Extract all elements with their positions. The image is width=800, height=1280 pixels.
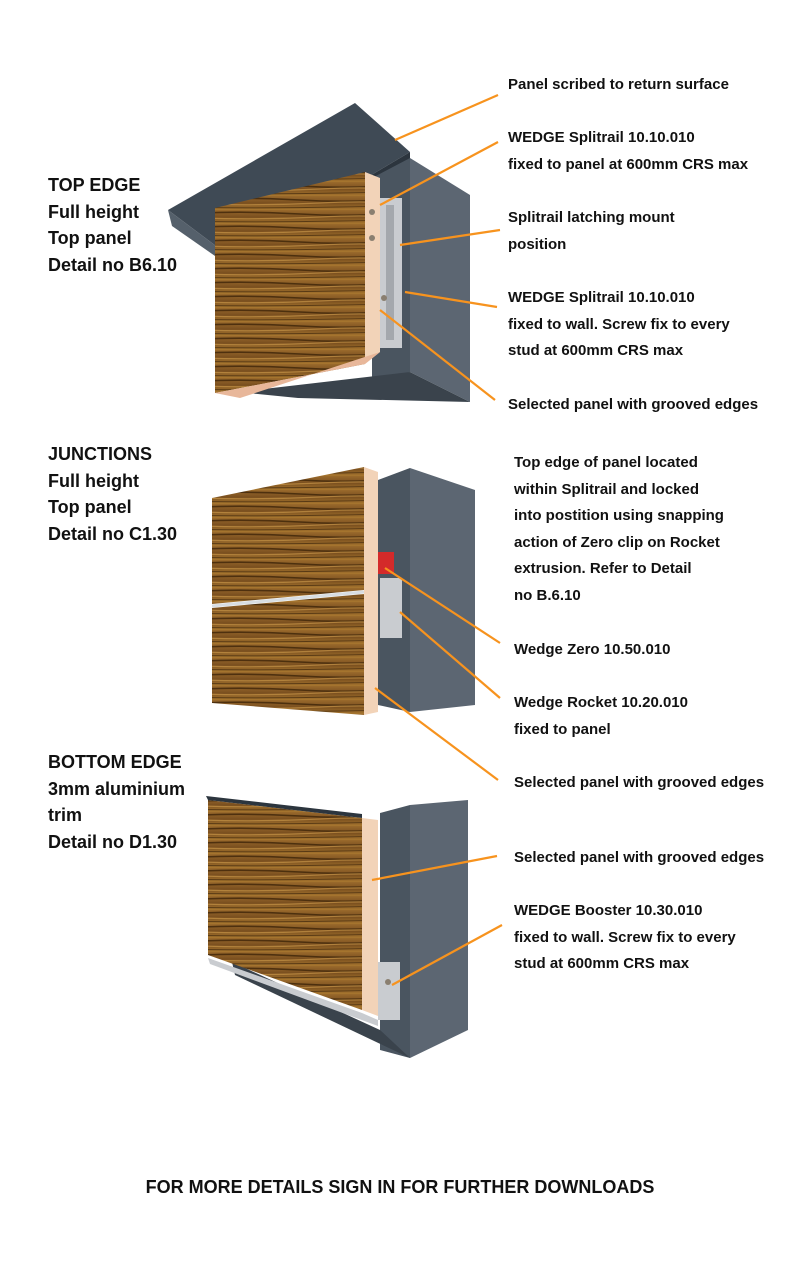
booster-bracket (378, 962, 400, 1020)
callout-line: fixed to wall. Screw fix to every (508, 315, 730, 333)
callout-line: Wedge Zero 10.50.010 (514, 641, 671, 658)
callout-grooved-panel (514, 770, 764, 797)
title-line: Detail no C1.30 (48, 523, 178, 544)
callout-line: WEDGE Splitrail 10.10.010 (508, 129, 695, 146)
callout-line: stud at 600mm CRS max (508, 342, 684, 359)
top-edge-drawing (168, 103, 470, 402)
callout-splitrail-panel (508, 125, 748, 178)
title-line: Top panel (48, 228, 132, 248)
title-line: Detail no B6.10 (48, 254, 178, 275)
callout-wedge-zero (514, 637, 670, 664)
title-line: Full height (48, 201, 139, 222)
wood-panel-lower (212, 594, 364, 715)
junctions-drawing (212, 467, 475, 715)
callout-wedge-rocket (514, 690, 688, 743)
top-edge-title (48, 172, 177, 278)
title-line: BOTTOM EDGE (48, 752, 182, 772)
callout-line: Selected panel with grooved edges (514, 774, 765, 791)
wood-panel-top (215, 172, 365, 393)
callout-line: Panel scribed to return surface (508, 76, 729, 93)
junctions-title (48, 441, 177, 547)
callout-splitrail-wall (508, 285, 730, 365)
callout-line: into postition using snapping (514, 507, 724, 524)
callout-line: Top edge of panel located (514, 454, 698, 471)
callout-latching-mount (508, 205, 675, 258)
callout-line: Splitrail latching mount (508, 209, 675, 226)
callout-grooved-panel (508, 392, 758, 419)
title-line: 3mm aluminium (48, 778, 186, 799)
callout-line: action of Zero clip on Rocket (514, 533, 720, 551)
rocket-bracket (380, 578, 402, 638)
callout-line: WEDGE Splitrail 10.10.010 (508, 289, 695, 306)
leader-line (395, 95, 498, 140)
title-line: Top panel (48, 497, 132, 517)
callout-line: WEDGE Booster 10.30.010 (514, 902, 703, 919)
callout-line: no B.6.10 (514, 586, 581, 604)
callout-line: fixed to wall. Screw fix to every (514, 928, 736, 946)
callout-line: fixed to panel at 600mm CRS max (508, 155, 749, 173)
title-line: JUNCTIONS (48, 444, 153, 464)
bottom-edge-title (48, 749, 185, 855)
title-line: TOP EDGE (48, 175, 141, 195)
callout-line: fixed to panel (514, 720, 611, 738)
callout-top-edge-located (514, 450, 724, 609)
callout-panel-scribed (508, 72, 729, 99)
title-line: Detail no D1.30 (48, 831, 178, 852)
footer-downloads-note: FOR MORE DETAILS SIGN IN FOR FURTHER DOWNLOADS (145, 1177, 655, 1197)
bottom-edge-drawing (206, 796, 468, 1058)
callout-line: within Splitrail and locked (514, 480, 700, 498)
callout-line: extrusion. Refer to Detail (514, 560, 692, 577)
wood-panel-upper (212, 467, 364, 604)
callout-line: Wedge Rocket 10.20.010 (514, 694, 688, 711)
title-line: trim (48, 805, 83, 825)
wood-panel-bottom (208, 800, 362, 1010)
callout-line: stud at 600mm CRS max (514, 955, 690, 972)
wall-block (380, 805, 410, 1058)
title-line: Full height (48, 470, 139, 491)
callout-line: position (508, 235, 567, 253)
callout-line: Selected panel with grooved edges (514, 849, 765, 866)
callout-line: Selected panel with grooved edges (508, 396, 759, 413)
callout-grooved-panel (514, 845, 764, 872)
callout-wedge-booster (514, 898, 736, 978)
